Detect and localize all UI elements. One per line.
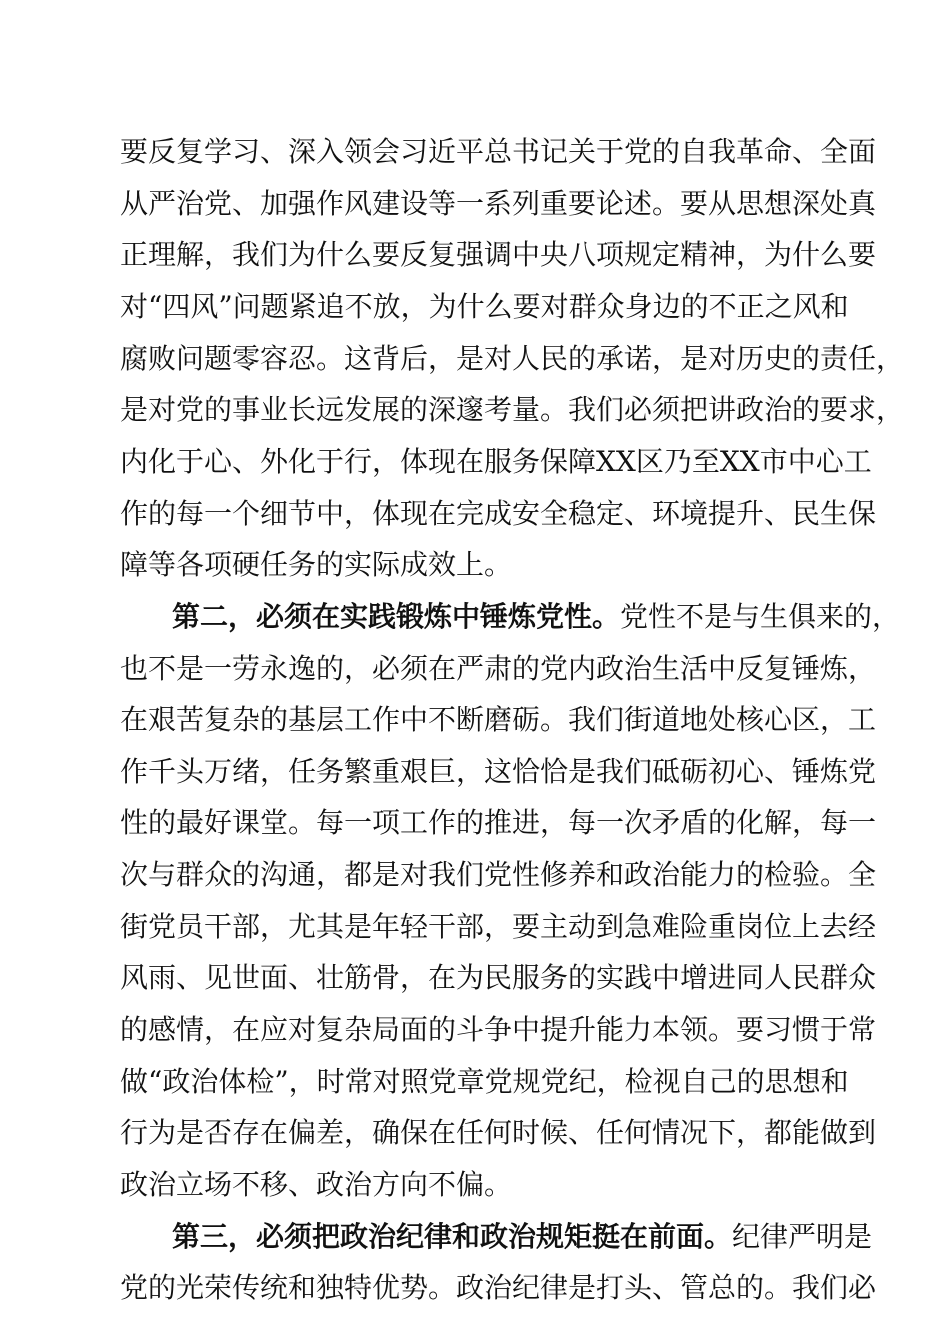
section-3-first-text: 纪律严明是 (732, 1219, 873, 1253)
body-line: 做“政治体检”，时常对照党章党规党纪，检视自己的思想和 (120, 1064, 849, 1098)
section-3-heading: 第三，必须把政治纪律和政治规矩挺在前面。 (172, 1219, 733, 1253)
body-line: 街党员干部，尤其是年轻干部，要主动到急难险重岗位上去经 (120, 909, 877, 943)
body-line: 也不是一劳永逸的，必须在严肃的党内政治生活中反复锤炼， (120, 651, 877, 685)
body-line: 要反复学习、深入领会习近平总书记关于党的自我革命、全面 (120, 135, 877, 168)
body-line: 在艰苦复杂的基层工作中不断磨砺。我们街道地处核心区，工 (120, 703, 877, 737)
section-3-first-line (172, 1211, 873, 1263)
body-line: 性的最好课堂。每一项工作的推进，每一次矛盾的化解，每一 (120, 806, 877, 840)
body-line: 党的光荣传统和独特优势。政治纪律是打头、管总的。我们必 (120, 1271, 877, 1305)
section-2-first-line (172, 591, 901, 643)
body-line: 的感情，在应对复杂局面的斗争中提升能力本领。要习惯于常 (120, 1013, 877, 1047)
body-line: 政治立场不移、政治方向不偏。 (120, 1168, 513, 1202)
body-line: 对“四风”问题紧追不放，为什么要对群众身边的不正之风和 (120, 289, 849, 323)
body-line: 作的每一个细节中，体现在完成安全稳定、环境提升、民生保 (120, 496, 877, 530)
body-line: 行为是否存在偏差，确保在任何时候、任何情况下，都能做到 (120, 1116, 877, 1150)
body-line: 内化于心、外化于行，体现在服务保障XX区乃至XX市中心工 (120, 444, 872, 478)
body-line: 障等各项硬任务的实际成效上。 (120, 548, 513, 582)
body-line: 腐败问题零容忍。这背后，是对人民的承诺，是对历史的责任， (120, 341, 905, 375)
body-line: 是对党的事业长远发展的深邃考量。我们必须把讲政治的要求， (120, 393, 905, 427)
body-line: 作千头万绪，任务繁重艰巨，这恰恰是我们砥砺初心、锤炼党 (120, 754, 877, 788)
section-2-first-text: 党性不是与生俱来的， (620, 599, 901, 633)
body-line: 风雨、见世面、壮筋骨，在为民服务的实践中增进同人民群众 (120, 961, 877, 995)
body-line: 正理解，我们为什么要反复强调中央八项规定精神，为什么要 (120, 238, 877, 272)
section-2-heading: 第二，必须在实践锻炼中锤炼党性。 (172, 599, 621, 633)
body-line: 从严治党、加强作风建设等一系列重要论述。要从思想深处真 (120, 186, 877, 220)
body-line: 次与群众的沟通，都是对我们党性修养和政治能力的检验。全 (120, 858, 877, 892)
